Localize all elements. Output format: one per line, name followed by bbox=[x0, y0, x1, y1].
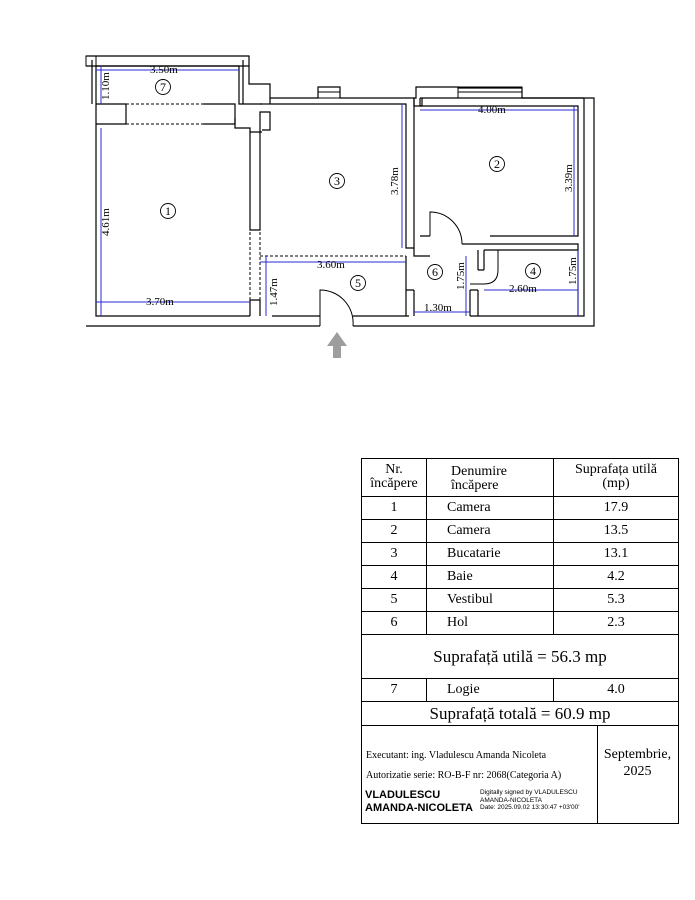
date-month: Septembrie, bbox=[603, 747, 672, 762]
dim-room3-height: 3.78m bbox=[389, 167, 401, 195]
dim-logia-width: 3.50m bbox=[150, 64, 178, 76]
table-row bbox=[362, 543, 678, 566]
floor-plan bbox=[0, 0, 695, 440]
dim-room5-width: 3.60m bbox=[317, 259, 345, 271]
row-name: Camera bbox=[427, 497, 554, 519]
row-area: 5.3 bbox=[607, 592, 625, 607]
table-row-logia bbox=[362, 679, 678, 702]
area-table bbox=[361, 458, 679, 824]
digital-signature-name bbox=[365, 789, 473, 815]
dim-room1-width: 3.70m bbox=[146, 296, 174, 308]
table-header bbox=[362, 459, 678, 497]
row-nr: 1 bbox=[362, 497, 427, 519]
row-nr: 2 bbox=[362, 520, 427, 542]
signature-line-2: AMANDA-NICOLETA bbox=[365, 802, 473, 814]
dim-room2-height: 3.39m bbox=[563, 164, 575, 192]
row-name: Vestibul bbox=[427, 589, 554, 611]
row-name: Logie bbox=[427, 679, 554, 701]
authorization-text: Autorizatie serie: RO-B-F nr: 2068(Categoria A) bbox=[366, 770, 562, 781]
dim-hall-height: 1.75m bbox=[455, 262, 467, 290]
row-area: 4.0 bbox=[607, 682, 625, 697]
table-row bbox=[362, 497, 678, 520]
row-nr: 7 bbox=[362, 679, 427, 701]
row-nr: 5 bbox=[362, 589, 427, 611]
table-row bbox=[362, 612, 678, 635]
header-name: Denumire încăpere bbox=[427, 459, 554, 496]
room-label-5: 5 bbox=[355, 276, 361, 290]
row-name: Camera bbox=[427, 520, 554, 542]
table-row bbox=[362, 589, 678, 612]
digital-signature-note bbox=[480, 789, 580, 812]
room-label-2: 2 bbox=[494, 157, 500, 171]
executant-block bbox=[362, 726, 598, 823]
executant-text: Executant: ing. Vladulescu Amanda Nicoleta bbox=[366, 750, 547, 761]
row-name: Bucatarie bbox=[427, 543, 554, 565]
date-block bbox=[597, 726, 678, 823]
dim-bath-height: 1.75m bbox=[567, 257, 579, 285]
row-name: Baie bbox=[427, 566, 554, 588]
room-label-6: 6 bbox=[432, 265, 438, 279]
room-label-4: 4 bbox=[530, 264, 536, 278]
dim-room2-width: 4.00m bbox=[478, 104, 506, 116]
entrance-door bbox=[320, 290, 353, 326]
signature-note-1: Digitally signed by VLADULESCU bbox=[480, 789, 578, 796]
date-year: 2025 bbox=[623, 764, 652, 779]
signature-note-3: Date: 2025.09.02 13:30:47 +03'00' bbox=[480, 804, 580, 811]
header-nr: Nr. încăpere bbox=[362, 459, 427, 496]
row-nr: 4 bbox=[362, 566, 427, 588]
row-area: 13.5 bbox=[603, 523, 629, 538]
useful-area-total: Suprafață utilă = 56.3 mp bbox=[362, 635, 678, 679]
room-label-1: 1 bbox=[165, 204, 171, 218]
dim-room5-depth: 1.47m bbox=[268, 278, 280, 306]
table-row bbox=[362, 520, 678, 543]
row-name: Hol bbox=[427, 612, 554, 634]
dim-room1-height: 4.61m bbox=[100, 208, 112, 236]
room-label-3: 3 bbox=[334, 174, 340, 188]
dim-logia-depth: 1.10m bbox=[100, 72, 112, 100]
table-row bbox=[362, 566, 678, 589]
dim-bath-width: 2.60m bbox=[509, 283, 537, 295]
row-area: 2.3 bbox=[607, 615, 625, 630]
row-area: 13.1 bbox=[603, 546, 629, 561]
row-nr: 3 bbox=[362, 543, 427, 565]
dim-hall-width: 1.30m bbox=[424, 302, 452, 314]
grand-total: Suprafață totală = 60.9 mp bbox=[362, 702, 678, 726]
header-area: Suprafața utilă (mp) bbox=[574, 462, 658, 491]
row-area: 4.2 bbox=[607, 569, 625, 584]
entrance-arrow-icon bbox=[327, 332, 347, 358]
room-label-7: 7 bbox=[160, 80, 166, 94]
table-footer bbox=[362, 726, 678, 823]
row-area: 17.9 bbox=[603, 500, 629, 515]
signature-line-1: VLADULESCU bbox=[365, 789, 441, 801]
door-6-2 bbox=[430, 212, 462, 244]
row-nr: 6 bbox=[362, 612, 427, 634]
signature-note-2: AMANDA-NICOLETA bbox=[480, 796, 542, 804]
